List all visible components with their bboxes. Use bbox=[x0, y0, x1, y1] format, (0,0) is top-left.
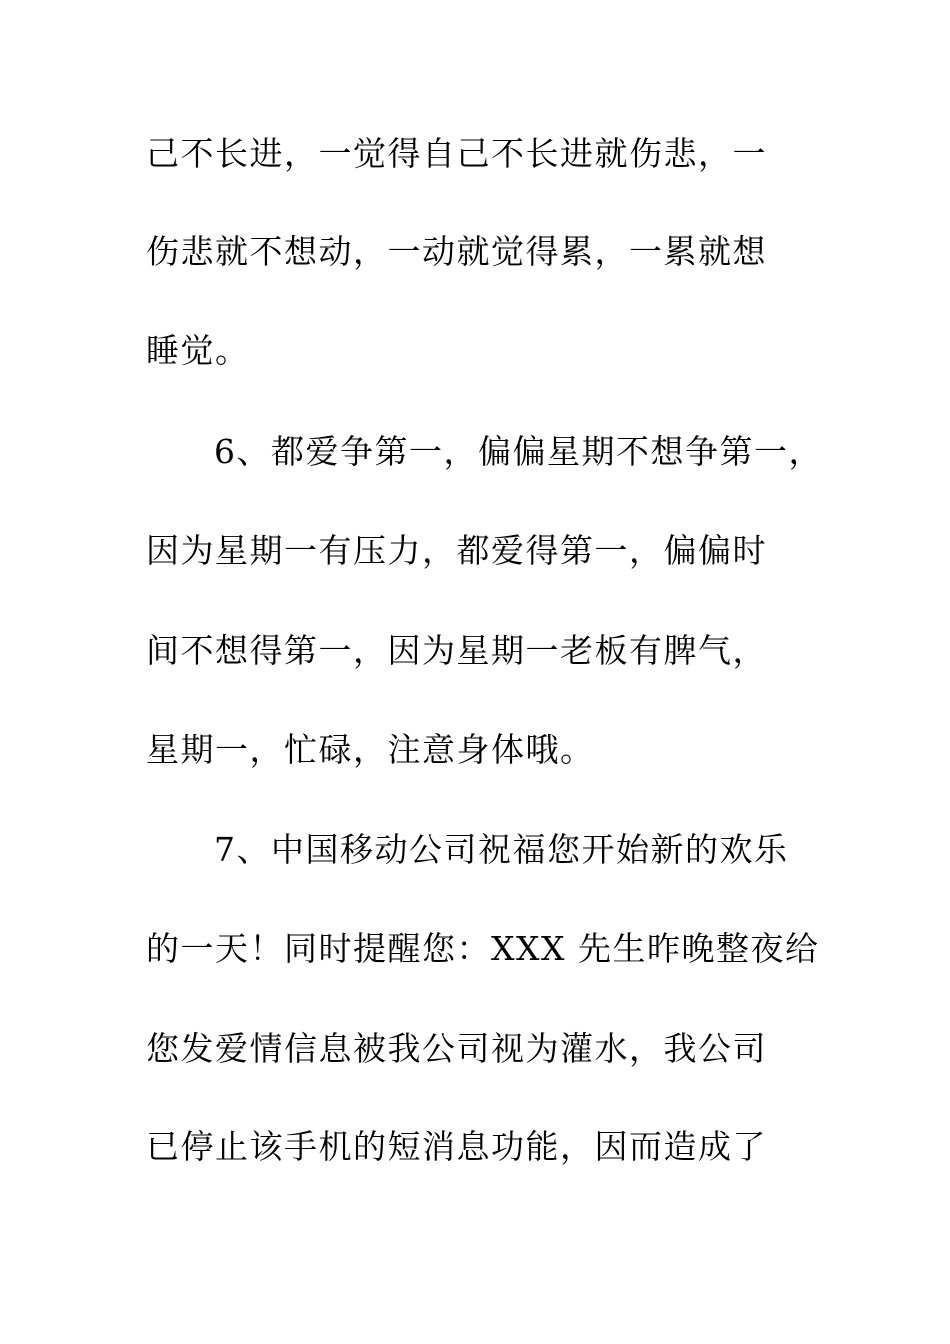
text-line: 已停止该手机的短消息功能，因而造成了 bbox=[146, 1127, 767, 1166]
text-line: 己不长进，一觉得自己不长进就伤悲，一 bbox=[146, 134, 767, 173]
text-line: 睡觉。 bbox=[146, 331, 250, 370]
paragraph-7-start: 7、中国移动公司祝福您开始新的欢乐 bbox=[214, 830, 789, 869]
paragraph-6-start: 6、都爱争第一，偏偏星期不想争第一， bbox=[214, 432, 823, 471]
text-line: 的一天！同时提醒您：XXX 先生昨晚整夜给 bbox=[146, 929, 820, 968]
text-line: 星期一，忙碌，注意身体哦。 bbox=[146, 730, 595, 769]
text-line: 间不想得第一，因为星期一老板有脾气， bbox=[146, 631, 767, 670]
text-line: 伤悲就不想动，一动就觉得累，一累就想 bbox=[146, 232, 767, 271]
text-line: 您发爱情信息被我公司视为灌水，我公司 bbox=[146, 1029, 767, 1068]
text-line: 因为星期一有压力，都爱得第一，偏偏时 bbox=[146, 531, 767, 570]
